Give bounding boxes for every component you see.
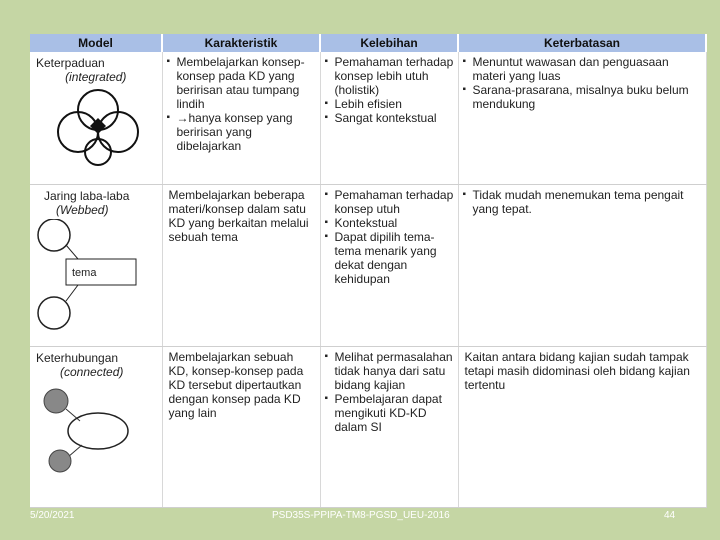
list-item: Kaitan antara bidang kajian sudah tampak tetapi masih didominasi oleh bidang kajian tertentu [464, 349, 690, 392]
model-subtitle: (Webbed) [56, 202, 109, 217]
footer-course-code: PSD35S-PPIPA-TM8-PGSD_UEU-2016 [272, 510, 450, 521]
header-row [30, 34, 706, 52]
table-row [30, 346, 706, 508]
model-subtitle: (connected) [60, 364, 124, 379]
header-model: Model [30, 34, 162, 52]
list-item: ▪ Sangat kontekstual [335, 111, 454, 125]
keterbatasan-cell [458, 346, 706, 508]
footer-date: 5/20/2021 [30, 510, 75, 521]
list-item: ▪ Membelajarkan konsep-konsep pada KD yang beririsan atau tumpang lindih [177, 55, 316, 111]
list-item: ▪ Dapat dipilih tema-tema menarik yang dekat dengan kehidupan [335, 230, 454, 286]
header-kelebihan: Kelebihan [320, 34, 458, 52]
webbed-diagram [32, 219, 142, 331]
karakteristik-cell [162, 346, 320, 508]
list-item: ▪ Pemahaman terhadap konsep lebih utuh (holistik) [335, 55, 454, 97]
diagram-label: tema [72, 266, 97, 279]
list-item: ▪ Kontekstual [335, 216, 454, 230]
list-item: ▪ Melihat permasalahan tidak hanya dari satu bidang kajian [335, 350, 454, 392]
list-item: ▪ Tidak mudah menemukan tema pengait yang tepat. [473, 188, 702, 216]
list-item: Membelajarkan sebuah KD, konsep-konsep pada KD tersebut dipertautkan dengan konsep pada KD yang lain [168, 349, 304, 420]
model-cell [30, 52, 162, 184]
model-cell [30, 346, 162, 508]
kelebihan-cell [320, 184, 458, 346]
slide [30, 34, 706, 508]
model-name: Keterpaduan [36, 56, 105, 70]
list-item: ▪ Menuntut wawasan dan penguasaan materi yang luas [473, 55, 702, 83]
integrated-venn-diagram [36, 86, 156, 168]
kelebihan-cell [320, 346, 458, 508]
model-cell [30, 184, 162, 346]
kelebihan-cell [320, 52, 458, 184]
table-row [30, 52, 706, 184]
footer-page-number: 44 [664, 510, 676, 521]
list-item: Membelajarkan beberapa materi/konsep dalam satu KD yang berkaitan melalui sebuah tema [168, 187, 309, 244]
model-name: Jaring laba-laba [44, 188, 130, 203]
list-item: ▪ Pemahaman terhadap konsep utuh [335, 188, 454, 216]
list-item: ▪ →hanya konsep yang beririsan yang dibelajarkan [177, 111, 316, 153]
header-keterbatasan: Keterbatasan [458, 34, 706, 52]
model-subtitle: (integrated) [65, 70, 127, 84]
karakteristik-cell [162, 52, 320, 184]
model-name: Keterhubungan [36, 350, 119, 365]
list-item: ▪ Sarana-prasarana, misalnya buku belum mendukung [473, 83, 702, 111]
keterbatasan-cell [458, 184, 706, 346]
connected-diagram [36, 381, 156, 473]
keterbatasan-cell [458, 52, 706, 184]
model-comparison-table [30, 34, 707, 508]
header-karakteristik: Karakteristik [162, 34, 320, 52]
list-item: ▪ Pembelajaran dapat mengikuti KD-KD dalam SI [335, 392, 454, 434]
table-row [30, 184, 706, 346]
list-item: ▪ Lebih efisien [335, 97, 454, 111]
karakteristik-cell [162, 184, 320, 346]
